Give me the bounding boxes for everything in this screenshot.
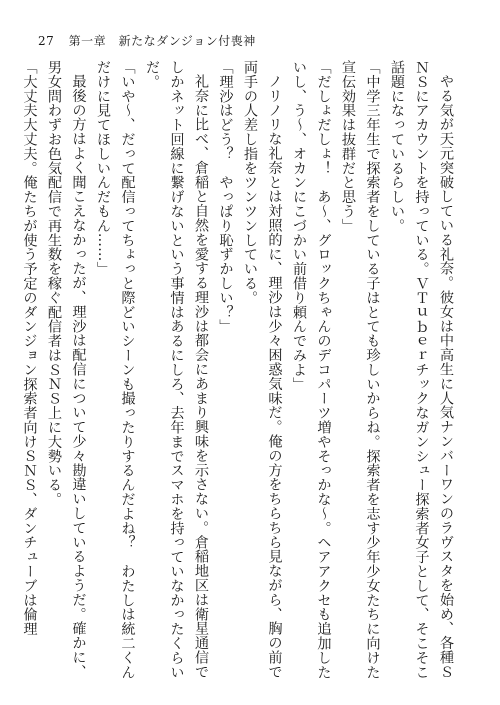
paragraph: 「理沙はどう？ やっぱり恥ずかしい？」 xyxy=(217,60,234,334)
page-header xyxy=(38,32,256,49)
paragraph: 「中学三年生で探索者をしている子はとても珍しいからね。探索者を志す少年少女たちに向けた宣伝効果は抜群だと思う」 xyxy=(340,60,381,680)
paragraph: 「だしょだしょ！ あ〜、グロックちゃんのデコパーツ増やそっかな〜。ヘアアクセも追加したいし、う〜、オカンにこづかい前借り頼んでみよ」 xyxy=(291,60,332,680)
paragraph: 「いや〜、だって配信ってちょっと際どいシーンも撮ったりするんだよね？ わたしは統二くんだけに見てほしいんだもん……」 xyxy=(95,60,136,680)
paragraph: 「大丈夫大丈夫。俺たちが使う予定のダンジョン探索者向けＳＮＳ、ダンチューブは倫理 xyxy=(21,60,38,636)
paragraph: ノリノリな礼奈とは対照的に、理沙は少々困惑気味だ。俺の方をちらちら見ながら、胸の前で両手の人差し指をツンツンしている。 xyxy=(242,60,283,679)
paragraph: やる気が天元突破している礼奈。彼女は中高生に人気ナンバーワンのラヴスタを始め、各種ＳＮＳにアカウントを持っている。ＶＴｕｂｅｒチックなガンシュー探索者女子として、そこそこ話題になっているらしい。 xyxy=(389,60,454,680)
paragraph: 礼奈に比べ、倉稲と自然を愛する理沙は都会にあまり興味を示さない。倉稲地区は衛星通信でしかネット回線に繋げないという事情はあるにしろ、去年までスマホを持っていなかったくらいだ。 xyxy=(144,60,209,680)
chapter-title: 第一章 新たなダンジョン付喪神 xyxy=(68,34,256,48)
page-number: 27 xyxy=(38,34,55,48)
paragraph: 最後の方はよく聞こえなかったが、理沙は配信について少々勘違いしているようだ。確かに、男女問わずお色気配信で再生数を稼ぐ配信者はＳＮＳ上に大勢いる。 xyxy=(46,60,87,679)
vertical-text-body xyxy=(21,60,458,680)
